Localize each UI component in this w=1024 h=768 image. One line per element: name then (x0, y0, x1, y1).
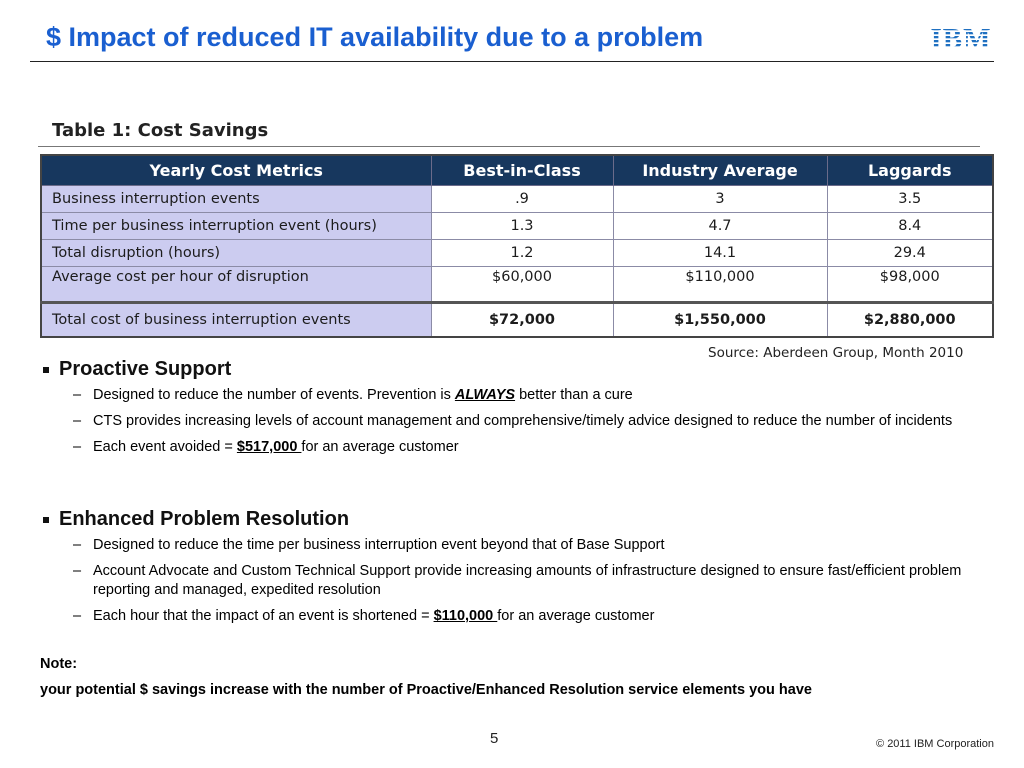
table-row (41, 186, 993, 213)
section-heading (40, 508, 980, 531)
list-item-text: Designed to reduce the number of events. Prevention is (93, 387, 455, 403)
savings-amount: $110,000 (433, 608, 498, 624)
list-item-text: CTS provides increasing levels of account management and comprehensive/timely advice designed to reduce the number of incidents (93, 413, 953, 429)
dash-bullet-icon: – (73, 387, 82, 403)
row-label: Average cost per hour of disruption (41, 267, 431, 303)
section-heading-text: Enhanced Problem Resolution (59, 508, 350, 530)
table-cell: 3 (613, 186, 827, 213)
list-item (73, 536, 980, 555)
column-header: Best-in-Class (431, 155, 613, 186)
table-cell: 4.7 (613, 213, 827, 240)
bullet-list (40, 386, 980, 457)
proactive-support-section (40, 358, 980, 464)
dash-bullet-icon: – (73, 563, 82, 579)
table-cell: 3.5 (827, 186, 993, 213)
table-cell: $60,000 (431, 267, 613, 303)
table-cell: $98,000 (827, 267, 993, 303)
dash-bullet-icon: – (73, 537, 82, 553)
table-cell: 1.3 (431, 213, 613, 240)
enhanced-resolution-section (40, 508, 980, 633)
table-cell: $2,880,000 (827, 303, 993, 338)
slide-title: $ Impact of reduced IT availability due to a problem (46, 22, 704, 52)
table-cell: 1.2 (431, 240, 613, 267)
list-item (73, 438, 980, 457)
list-item-text: for an average customer (301, 439, 459, 455)
list-item (73, 386, 980, 405)
table-caption: Table 1: Cost Savings (52, 120, 269, 141)
dash-bullet-icon: – (73, 439, 82, 455)
copyright-notice: © 2011 IBM Corporation (876, 738, 994, 750)
table-cell: 29.4 (827, 240, 993, 267)
column-header: Industry Average (613, 155, 827, 186)
note-text: your potential $ savings increase with the number of Proactive/Enhanced Resolution service elements you have (40, 682, 812, 698)
savings-amount: $517,000 (236, 439, 302, 455)
row-label: Total disruption (hours) (41, 240, 431, 267)
table-source: Source: Aberdeen Group, Month 2010 (708, 345, 964, 361)
table-row (41, 240, 993, 267)
section-heading (40, 358, 980, 381)
cost-savings-table (40, 154, 994, 338)
dash-bullet-icon: – (73, 413, 82, 429)
table-cell: $72,000 (431, 303, 613, 338)
table-cell: $1,550,000 (613, 303, 827, 338)
page-number: 5 (490, 730, 499, 747)
row-label: Business interruption events (41, 186, 431, 213)
table-cell: 14.1 (613, 240, 827, 267)
list-item-text: Each hour that the impact of an event is shortened = (93, 608, 434, 624)
title-divider (30, 61, 994, 62)
row-label: Time per business interruption event (hours) (41, 213, 431, 240)
list-item-text: Each event avoided = (93, 439, 237, 455)
list-item-text: better than a cure (515, 387, 633, 403)
section-heading-text: Proactive Support (59, 358, 232, 380)
list-item-text: Account Advocate and Custom Technical Support provide increasing amounts of infrastructure designed to ensure fast/efficient problem reporting and managed, expedited resolution (93, 563, 962, 598)
list-item-text: for an average customer (497, 608, 655, 624)
table-row (41, 267, 993, 303)
table-cell: $110,000 (613, 267, 827, 303)
square-bullet-icon (43, 367, 49, 373)
table-cell: .9 (431, 186, 613, 213)
note-label: Note: (40, 656, 78, 672)
dash-bullet-icon: – (73, 608, 82, 624)
column-header: Laggards (827, 155, 993, 186)
svg-text:IBM: IBM (930, 24, 992, 52)
table-header-row (41, 155, 993, 186)
list-item (73, 562, 980, 600)
bullet-list (40, 536, 980, 626)
list-item (73, 607, 980, 626)
table-cell: 8.4 (827, 213, 993, 240)
ibm-logo (928, 24, 994, 52)
column-header: Yearly Cost Metrics (41, 155, 431, 186)
table-total-row (41, 303, 993, 338)
table-row (41, 213, 993, 240)
row-label: Total cost of business interruption events (41, 303, 431, 338)
list-item-text: Designed to reduce the time per business interruption event beyond that of Base Support (93, 537, 665, 553)
square-bullet-icon (43, 517, 49, 523)
emphasis-text: ALWAYS (454, 387, 516, 403)
list-item (73, 412, 980, 431)
table-caption-divider (38, 146, 980, 147)
